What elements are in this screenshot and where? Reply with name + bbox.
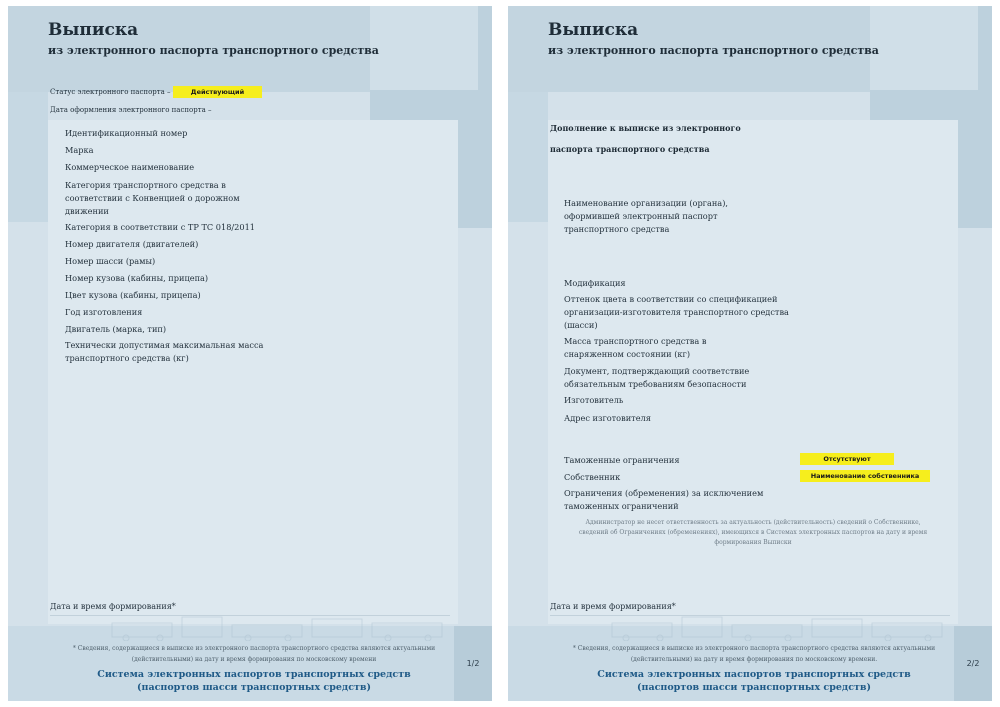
field-engine-type: Двигатель (марка, тип) bbox=[65, 324, 167, 334]
field-body-number: Номер кузова (кабины, прицепа) bbox=[65, 273, 209, 283]
field-category-tr-ts: Категория в соответствии с ТР ТС 018/2011 bbox=[65, 222, 255, 232]
issue-date-label: Дата оформления электронного паспорта – bbox=[50, 106, 212, 114]
skyline-illustration bbox=[592, 609, 952, 641]
skyline-illustration bbox=[92, 609, 452, 641]
customs-status-badge: Отсутствуют bbox=[800, 453, 894, 465]
field-max-mass: Технически допустимая максимальная масса транспортного средства (кг) bbox=[65, 340, 264, 363]
field-color-shade: Оттенок цвета в соответствии со спецификацией организации-изготовителя транспортного средства (шасси) bbox=[564, 294, 789, 330]
divider bbox=[550, 615, 950, 616]
field-issuing-organization: Наименование организации (органа), оформившей электронный паспорт транспортного средства bbox=[564, 198, 728, 234]
owner-name-badge: Наименование собственника bbox=[800, 470, 930, 482]
field-encumbrances: Ограничения (обременения) за исключением таможенных ограничений bbox=[564, 488, 764, 511]
system-name-line-1: Система электронных паспортов транспортных средств bbox=[97, 669, 411, 680]
page-title: Выписка bbox=[48, 20, 139, 40]
field-modification: Модификация bbox=[564, 278, 626, 288]
footnote: * Сведения, содержащиеся в выписке из электронного паспорта транспортного средства являются актуальными (действительными) на дату и время формирования по московскому времени. bbox=[572, 645, 936, 663]
system-name bbox=[48, 668, 460, 694]
generation-date-label: Дата и время формирования* bbox=[50, 602, 176, 611]
page-number: 1/2 bbox=[454, 626, 492, 701]
system-name bbox=[548, 668, 960, 694]
system-name-line-2: (паспортов шасси транспортных средств) bbox=[137, 682, 371, 693]
page-1 bbox=[8, 6, 492, 701]
field-year: Год изготовления bbox=[65, 307, 143, 317]
page-subtitle: из электронного паспорта транспортного средства bbox=[48, 44, 379, 57]
left-strip bbox=[508, 92, 548, 222]
generation-date-label: Дата и время формирования* bbox=[550, 602, 676, 611]
left-strip bbox=[8, 92, 48, 222]
page-2 bbox=[508, 6, 992, 701]
divider bbox=[50, 615, 450, 616]
page-number: 2/2 bbox=[954, 626, 992, 701]
status-label: Статус электронного паспорта – bbox=[50, 88, 171, 96]
field-make: Марка bbox=[65, 145, 94, 155]
system-name-line-2: (паспортов шасси транспортных средств) bbox=[637, 682, 871, 693]
field-conformity-document: Документ, подтверждающий соответствие обязательным требованиям безопасности bbox=[564, 366, 750, 389]
field-vin: Идентификационный номер bbox=[65, 128, 188, 138]
addendum-title-line-2: паспорта транспортного средства bbox=[550, 144, 710, 154]
page-title: Выписка bbox=[548, 20, 639, 40]
field-curb-mass: Масса транспортного средства в снаряженном состоянии (кг) bbox=[564, 336, 707, 359]
disclaimer: Администратор не несет ответственность за актуальность (действительность) сведений о Собственнике, сведений об Ограничениях (обременениях), имеющихся в Системах электронных паспортов на дату и время формирования Выписки bbox=[578, 519, 928, 546]
field-owner: Собственник bbox=[564, 472, 621, 482]
field-manufacturer: Изготовитель bbox=[564, 395, 624, 405]
header-box-light bbox=[870, 6, 978, 90]
addendum-title-line-1: Дополнение к выписке из электронного bbox=[550, 123, 741, 133]
system-name-line-1: Система электронных паспортов транспортных средств bbox=[597, 669, 911, 680]
field-manufacturer-address: Адрес изготовителя bbox=[564, 413, 651, 423]
header-box-light bbox=[370, 6, 478, 90]
field-engine-number: Номер двигателя (двигателей) bbox=[65, 239, 199, 249]
page-subtitle: из электронного паспорта транспортного средства bbox=[548, 44, 879, 57]
status-badge: Действующий bbox=[173, 86, 262, 98]
field-customs-restrictions: Таможенные ограничения bbox=[564, 455, 680, 465]
field-chassis-number: Номер шасси (рамы) bbox=[65, 256, 156, 266]
field-vehicle-category-convention: Категория транспортного средства в соответствии с Конвенцией о дорожном движении bbox=[65, 180, 240, 216]
passport-status bbox=[50, 88, 262, 96]
field-body-color: Цвет кузова (кабины, прицепа) bbox=[65, 290, 201, 300]
field-commercial-name: Коммерческое наименование bbox=[65, 162, 195, 172]
footnote: * Сведения, содержащиеся в выписке из электронного паспорта транспортного средства являются актуальными (действительными) на дату и время формирования по московскому времени bbox=[72, 645, 436, 663]
